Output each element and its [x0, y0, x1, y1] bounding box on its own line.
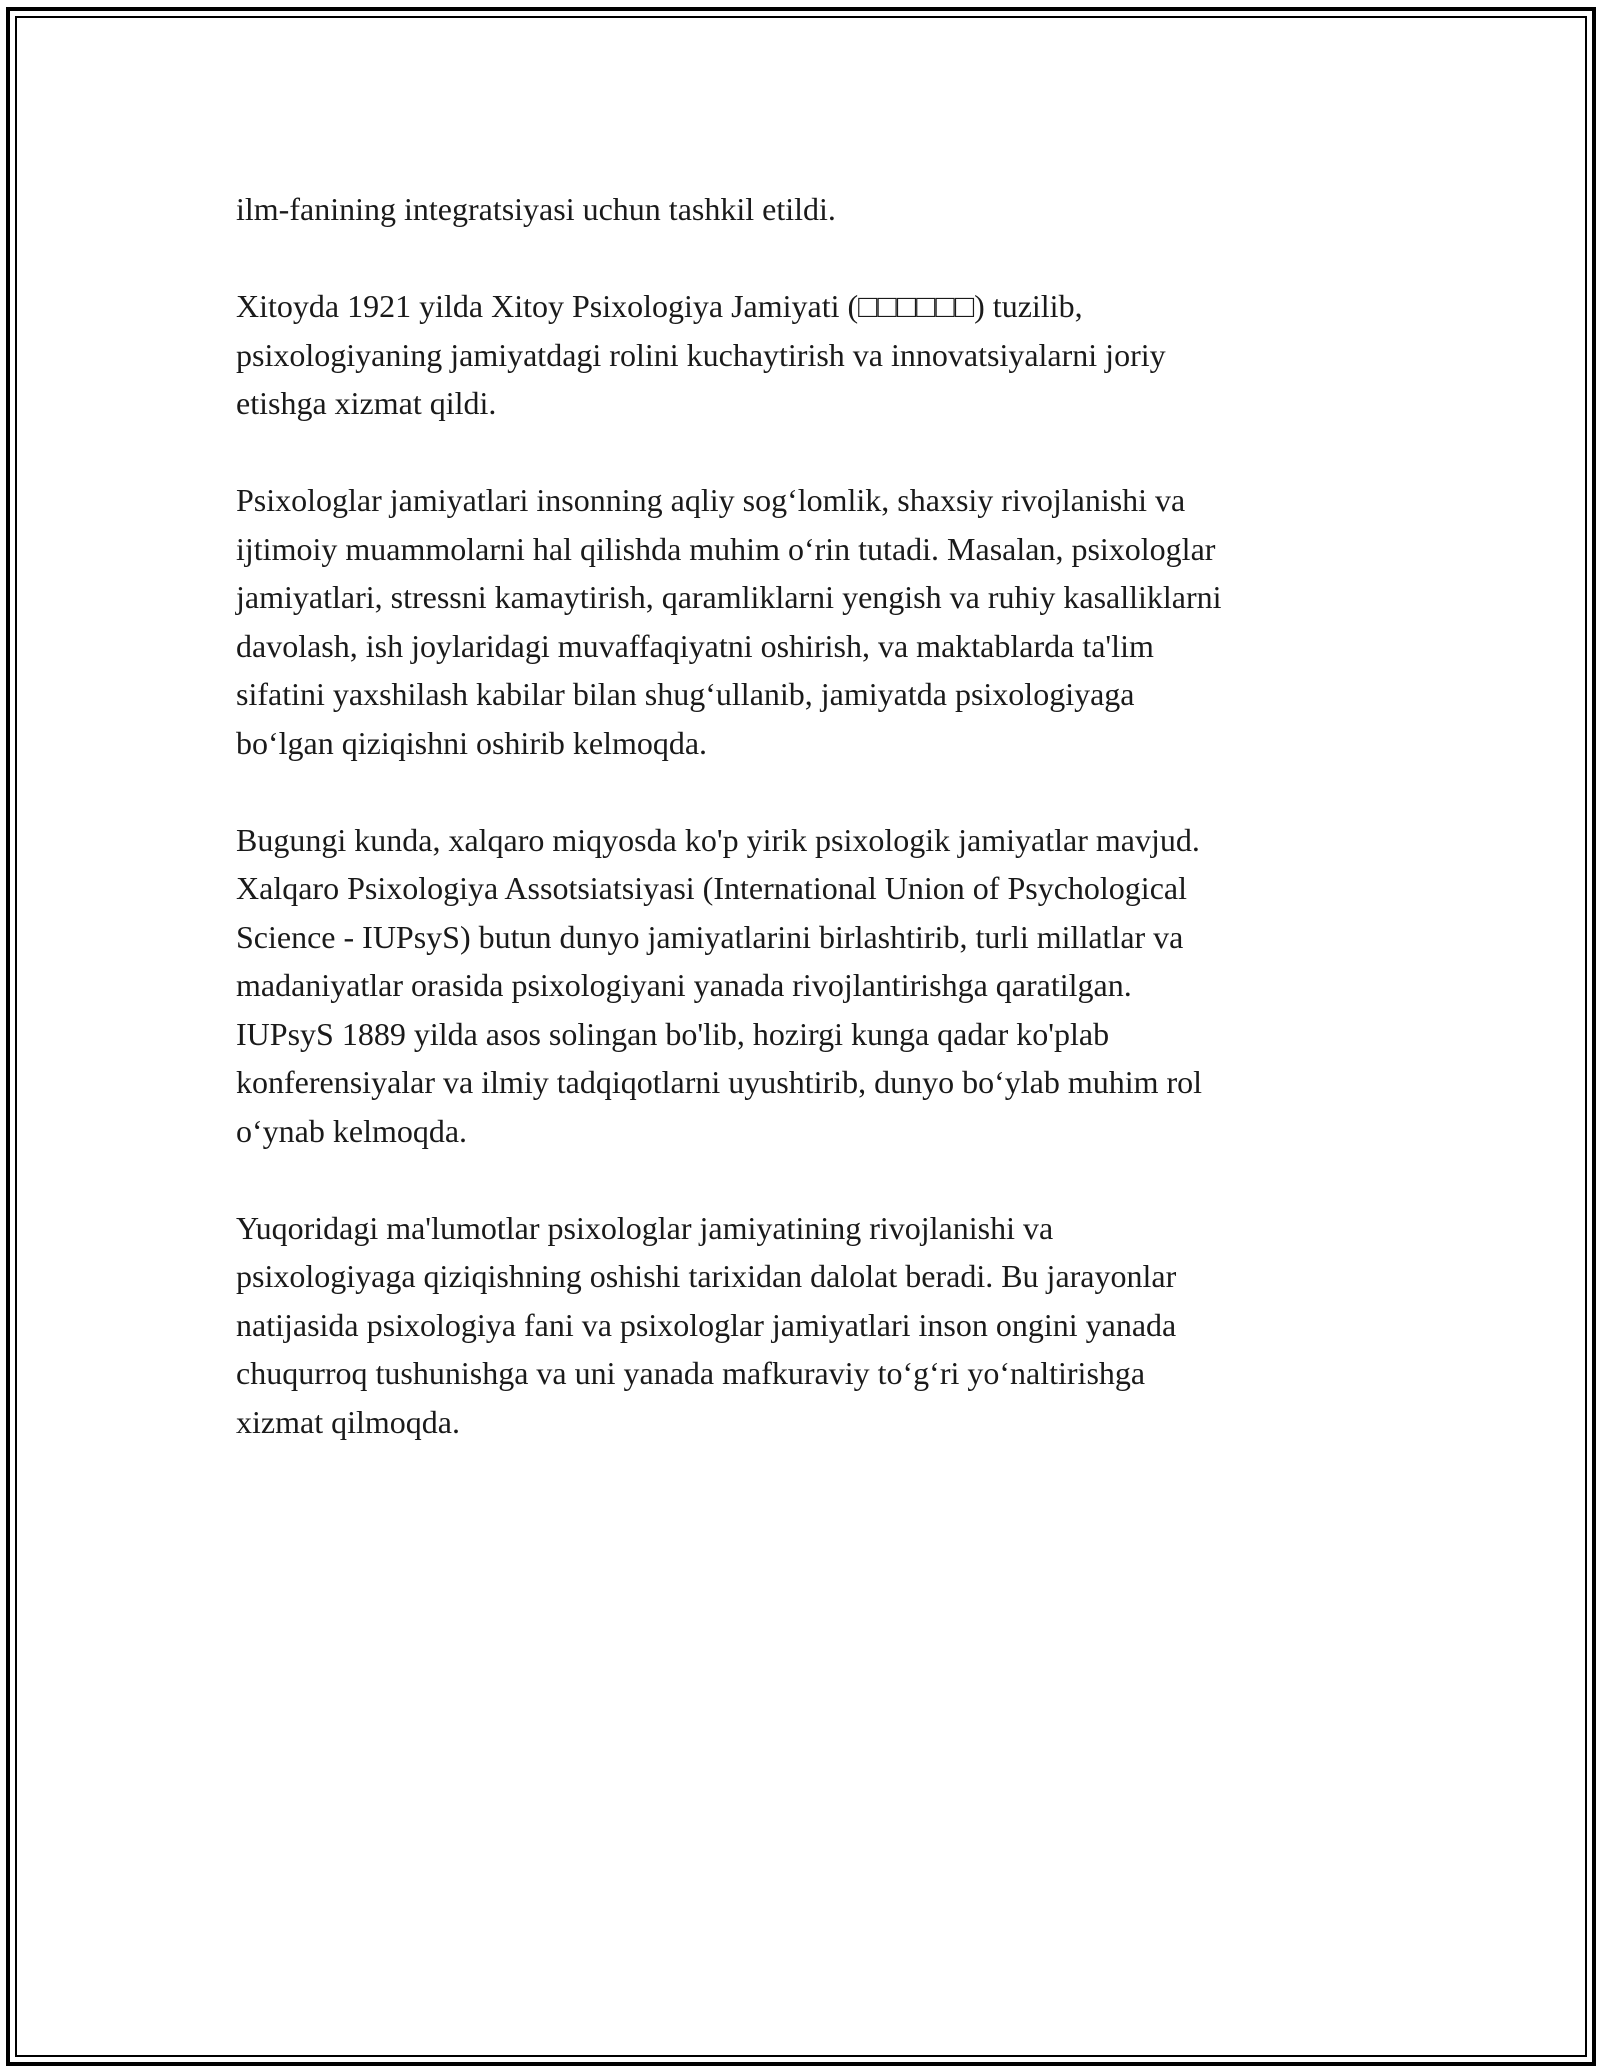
paragraph-societies-role: Psixologlar jamiyatlari insonning aqliy sog‘lomlik, shaxsiy rivojlanishi va ijtimoiy muammolarni hal qilishda muhim o‘rin tutadi. Masalan, psixologlar jamiyatlari, stressni kamaytirish, qaramliklarni yengish va ruhiy kasalliklarni davolash, ish joylaridagi muvaffaqiyatni oshirish, va maktablarda ta'lim sifatini yaxshilash kabilar bilan shug‘ullanib, jamiyatda psixologiyaga bo‘lgan qiziqishni oshirib kelmoqda. [236, 482, 1222, 761]
paragraph-conclusion: Yuqoridagi ma'lumotlar psixologlar jamiyatining rivojlanishi va psixologiyaga qiziqishning oshishi tarixidan dalolat beradi. Bu jarayonlar natijasida psixologiya fani va psixologlar jamiyatlari inson ongini yanada chuqurroq tushunishga va uni yanada mafkuraviy to‘g‘ri yo‘naltirishga xizmat qilmoqda. [236, 1209, 1177, 1440]
paragraph-china-society: Xitoyda 1921 yilda Xitoy Psixologiya Jamiyati (□□□□□□) tuzilib, psixologiyaning jamiyatdagi rolini kuchaytirish va innovatsiyalarni joriy etishga xizmat qildi. [236, 288, 1166, 421]
paragraph-continuation: ilm-fanining integratsiyasi uchun tashkil etildi. [236, 191, 836, 227]
document-body [236, 185, 1386, 1495]
paragraph-international-societies: Bugungi kunda, xalqaro miqyosda ko'p yirik psixologik jamiyatlar mavjud. Xalqaro Psixologiya Assotsiatsiyasi (International Union of Psychological Science - IUPsyS) butun dunyo jamiyatlarini birlashtirib, turli millatlar va madaniyatlar orasida psixologiyani yanada rivojlantirishga qaratilgan. IUPsyS 1889 yilda asos solingan bo'lib, hozirgi kunga qadar ko'plab konferensiyalar va ilmiy tadqiqotlarni uyushtirib, dunyo bo‘ylab muhim rol o‘ynab kelmoqda. [236, 821, 1203, 1149]
